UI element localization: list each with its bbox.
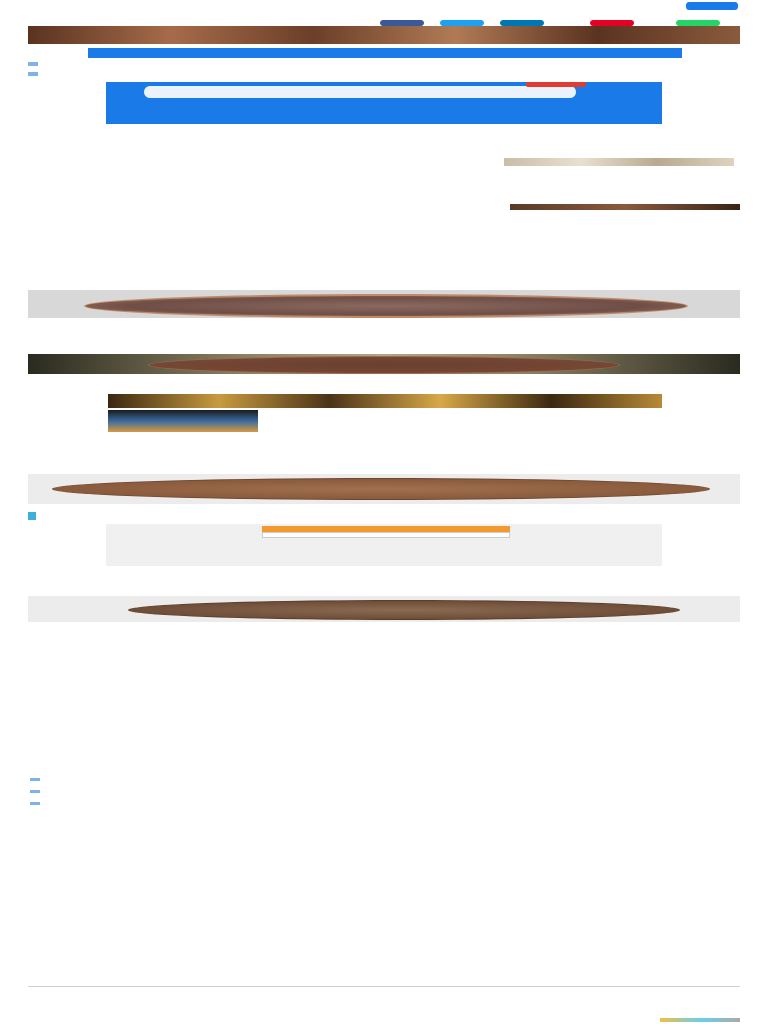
related-heading — [28, 818, 348, 826]
penny-coin — [84, 294, 688, 318]
section-2-paragraph — [28, 438, 740, 472]
list-item-3 — [66, 800, 736, 816]
link-icon — [28, 512, 36, 520]
penny-coin — [128, 600, 680, 620]
divider — [28, 986, 740, 987]
hero-image — [28, 26, 740, 44]
bullet-icon — [28, 72, 38, 76]
section-2-paragraph-3 — [28, 626, 740, 656]
list-item-1 — [66, 776, 736, 786]
intro-paragraph-3 — [28, 210, 678, 222]
coin-image — [28, 354, 740, 374]
coin-image — [28, 474, 740, 504]
penny-coin — [52, 478, 710, 500]
intro-paragraph-1 — [28, 128, 740, 156]
product-banner-image[interactable] — [108, 394, 662, 408]
section-2-paragraph-4 — [28, 684, 740, 694]
ad-block[interactable] — [106, 82, 662, 124]
closing-paragraph — [28, 956, 740, 980]
intro-caption — [28, 158, 498, 166]
thumbnail-image — [504, 158, 734, 166]
section-1-paragraph-4 — [28, 376, 740, 386]
promo-banner[interactable] — [88, 48, 682, 58]
bullet-icon — [30, 802, 40, 805]
section-1-paragraph — [28, 274, 740, 288]
intro-paragraph-2 — [28, 170, 740, 204]
coin-image — [28, 596, 740, 622]
ad-search-bar[interactable] — [144, 86, 576, 98]
penny-coin — [148, 356, 620, 374]
bullet-icon — [30, 790, 40, 793]
search-widget — [106, 524, 662, 566]
coin-image — [28, 290, 740, 318]
product-image[interactable] — [108, 410, 258, 432]
bullet-icon — [30, 778, 40, 781]
ad-button[interactable] — [526, 82, 586, 87]
section-1-paragraph-3 — [28, 320, 740, 354]
list-intro-paragraph — [28, 746, 740, 772]
bullet-icon — [28, 62, 38, 66]
scrollbar[interactable] — [660, 1018, 740, 1022]
section-2-paragraph-2 — [28, 572, 740, 596]
widget-input[interactable] — [262, 532, 510, 538]
top-button[interactable] — [686, 2, 738, 10]
list-item-2 — [66, 788, 736, 798]
